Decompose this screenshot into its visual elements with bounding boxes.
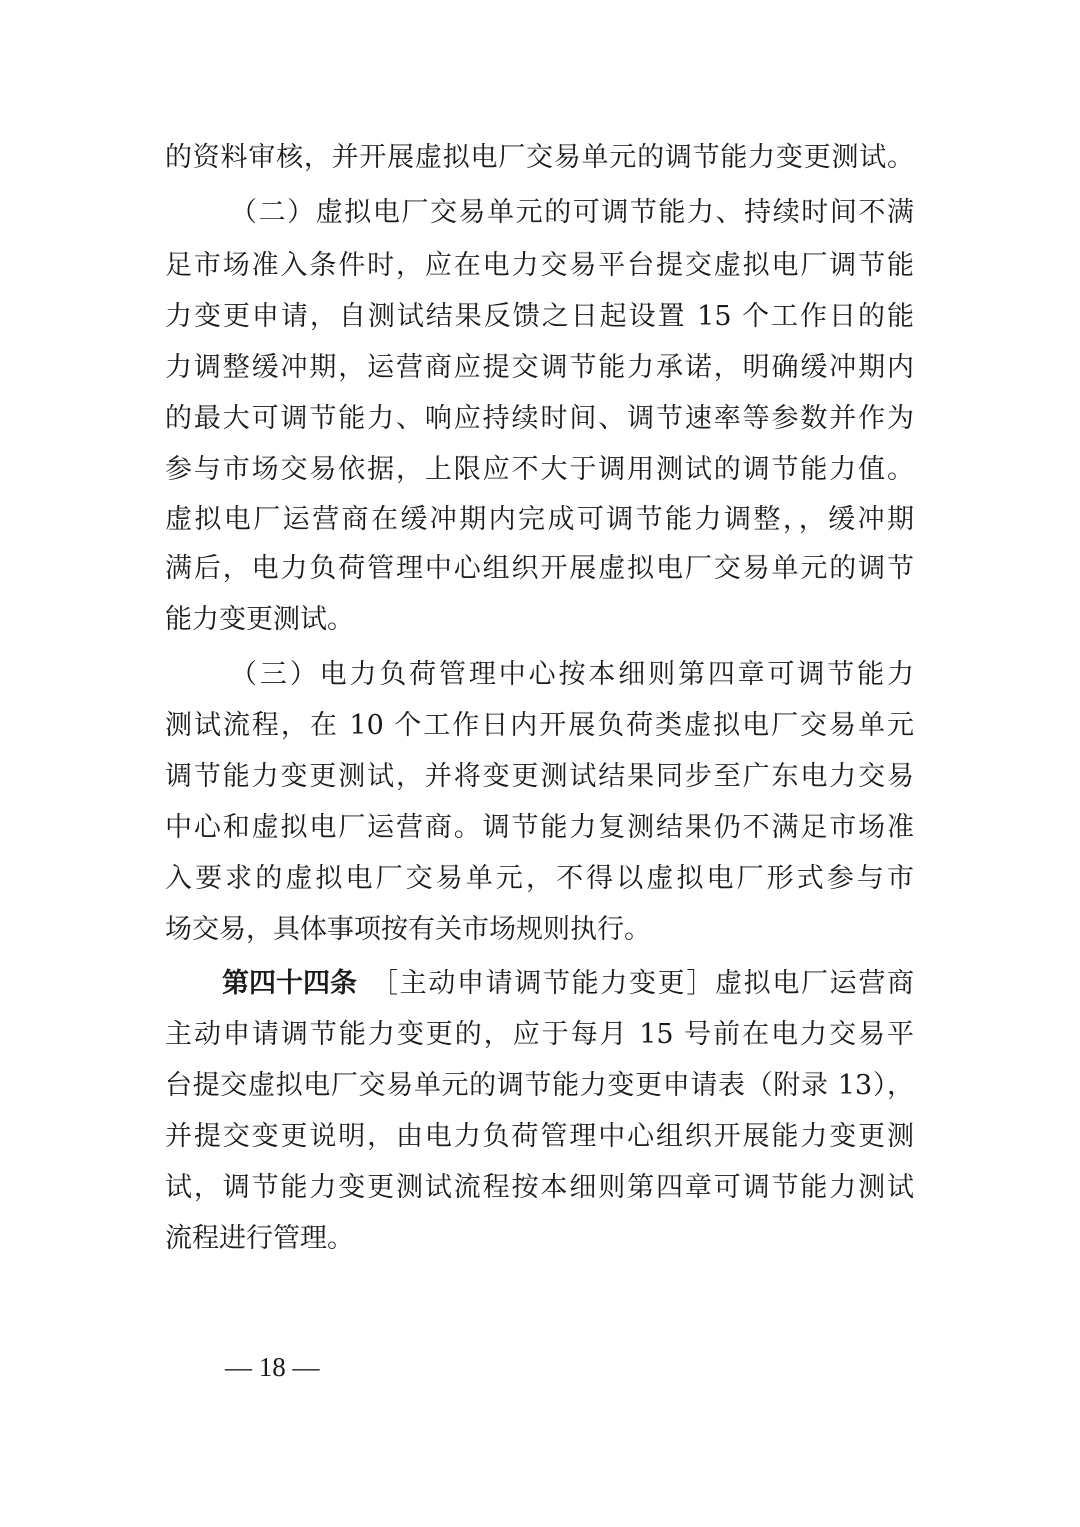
body-text-line: 调节能力变更测试，并将变更测试结果同步至广东电力交易 [165, 761, 914, 792]
body-text-line: 台提交虚拟电厂交易单元的调节能力变更申请表（附录 13）， [165, 1070, 914, 1101]
body-text-line: 流程进行管理。 [165, 1223, 354, 1254]
body-text-line: 试，调节能力变更测试流程按本细则第四章可调节能力测试 [165, 1172, 914, 1203]
body-text-line: 中心和虚拟电厂运营商。调节能力复测结果仍不满足市场准 [165, 812, 914, 843]
body-text-line: 参与市场交易依据，上限应不大于调用测试的调节能力值。 [165, 454, 914, 485]
clause-2-first-line: （二）虚拟电厂交易单元的可调节能力、持续时间不满 [230, 197, 914, 228]
page-number: — 18 — [225, 1352, 320, 1382]
body-text-line: 入要求的虚拟电厂交易单元，不得以虚拟电厂形式参与市 [165, 863, 914, 894]
body-text-line: 的最大可调节能力、响应持续时间、调节速率等参数并作为 [165, 403, 914, 434]
body-text-line: 虚拟电厂运营商在缓冲期内完成可调节能力调整，，缓冲期 [165, 504, 914, 535]
body-text-line: 测试流程，在 10 个工作日内开展负荷类虚拟电厂交易单元 [165, 710, 914, 741]
body-text-line: 的资料审核，并开展虚拟电厂交易单元的调节能力变更测试。 [165, 142, 914, 173]
article-44-heading: 第四十四条 [222, 968, 357, 999]
article-44-first-line-text: ［主动申请调节能力变更］虚拟电厂运营商 [371, 968, 914, 999]
article-44-first-line [222, 964, 914, 1004]
body-text-line: 能力变更测试。 [165, 604, 354, 635]
body-text-line: 主动申请调节能力变更的，应于每月 15 号前在电力交易平 [165, 1019, 914, 1050]
body-text-line: 力变更申请，自测试结果反馈之日起设置 15 个工作日的能 [165, 301, 914, 332]
body-text-line: 并提交变更说明，由电力负荷管理中心组织开展能力变更测 [165, 1121, 914, 1152]
body-text-line: 力调整缓冲期，运营商应提交调节能力承诺，明确缓冲期内 [165, 352, 914, 383]
body-text-line: 足市场准入条件时，应在电力交易平台提交虚拟电厂调节能 [165, 250, 914, 281]
body-text-line: 满后，电力负荷管理中心组织开展虚拟电厂交易单元的调节 [165, 553, 914, 584]
clause-3-first-line: （三）电力负荷管理中心按本细则第四章可调节能力 [230, 659, 914, 690]
body-text-line: 场交易，具体事项按有关市场规则执行。 [165, 914, 651, 945]
